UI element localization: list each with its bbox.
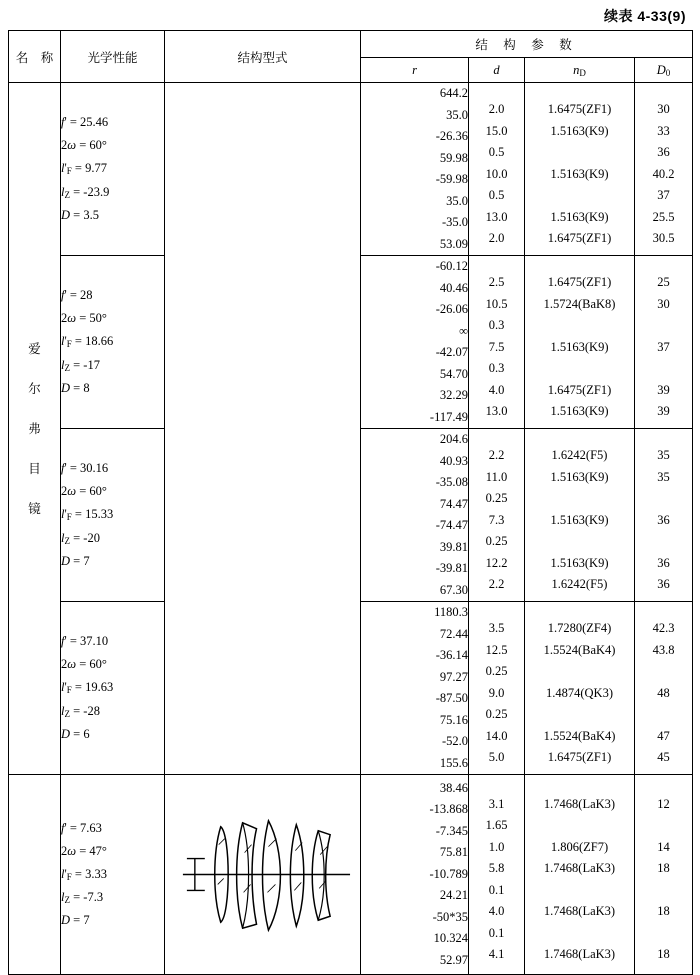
radius-value: -117.49 (429, 409, 468, 424)
radius-value: -39.81 (435, 561, 468, 575)
thickness-value: 11.0 (485, 469, 508, 484)
spec-line: 2ω = 47° (61, 843, 107, 858)
radius-value: -42.07 (435, 345, 468, 359)
aperture-value: 25 (657, 275, 670, 290)
header-thickness: d (469, 58, 525, 83)
thickness-value: 5.8 (488, 861, 505, 876)
spec-line: f' = 37.10 (61, 634, 109, 649)
index-list (525, 775, 635, 975)
table-header-row-1 (9, 31, 693, 58)
index-value (525, 880, 634, 902)
optical-spec-cell (61, 602, 165, 775)
radius-value: -59.98 (435, 172, 468, 186)
spec-line: 2ω = 60° (61, 484, 107, 499)
aperture-value (635, 704, 692, 726)
index-list (525, 83, 635, 256)
index-value: 1.5163(K9) (550, 512, 609, 527)
aperture-value: 33 (657, 123, 670, 138)
aperture-value: 30.5 (652, 231, 675, 246)
index-value: 1.6475(ZF1) (547, 382, 612, 397)
thickness-value: 0.25 (485, 534, 508, 549)
structure-diagram-cell (165, 775, 361, 975)
thickness-value: 5.0 (488, 750, 505, 765)
aperture-list (635, 256, 693, 429)
radius-value: -52.0 (441, 734, 468, 748)
radius-value: -87.50 (435, 691, 468, 705)
aperture-value: 45 (657, 750, 670, 765)
thickness-list (469, 83, 525, 256)
spec-line: D = 8 (61, 380, 90, 395)
header-aperture: $D_0$ (635, 58, 693, 83)
aperture-value: 39 (657, 382, 670, 397)
name-char: 目 (28, 461, 41, 476)
aperture-value: 14 (657, 839, 670, 854)
spec-line: $l'_F = 15.33$ (61, 507, 114, 523)
index-value: 1.6475(ZF1) (547, 275, 612, 290)
thickness-value: 12.2 (485, 555, 508, 570)
index-value: 1.5163(K9) (550, 209, 609, 224)
aperture-value: 18 (657, 861, 670, 876)
radius-value: 204.6 (439, 432, 468, 446)
radius-value: -74.47 (435, 518, 468, 532)
aperture-list (635, 602, 693, 775)
thickness-value: 10.0 (485, 166, 508, 181)
radius-value: 644.2 (439, 86, 468, 100)
radius-value: 59.98 (439, 150, 468, 165)
thickness-value: 1.0 (488, 839, 505, 854)
aperture-value: 36 (657, 145, 670, 160)
header-structure-parameters: 结 构 参 数 (361, 31, 693, 58)
index-value: 1.6475(ZF1) (547, 231, 612, 246)
radius-value: 32.29 (439, 388, 468, 402)
spec-line: $l'_F = 9.77$ (61, 161, 107, 177)
radius-value: ∞ (459, 323, 468, 338)
radius-value: -10.789 (429, 866, 468, 881)
index-value: 1.4874(QK3) (545, 685, 613, 700)
optical-spec-cell (61, 83, 165, 256)
radius-value: 72.44 (439, 626, 468, 641)
continued-table-title: 续表 4-33(9) (603, 8, 686, 24)
optical-spec-cell (61, 775, 165, 975)
radius-value: -60.12 (435, 259, 468, 273)
spec-line: $l'_F = 3.33$ (61, 866, 107, 882)
radius-value: 40.93 (439, 453, 468, 468)
aperture-value: 35 (657, 448, 670, 463)
radius-value: 54.70 (439, 366, 468, 381)
index-value (525, 358, 634, 380)
index-value: 1.6475(ZF1) (547, 750, 612, 765)
optical-spec-cell (61, 429, 165, 602)
thickness-value: 3.1 (488, 796, 505, 811)
radius-value: 38.46 (439, 780, 468, 795)
radius-value: -7.345 (435, 823, 468, 838)
table-row (9, 775, 693, 975)
header-radius: r (361, 58, 469, 83)
index-value (525, 488, 634, 510)
aperture-value: 48 (657, 685, 670, 700)
aperture-value: 47 (657, 728, 670, 743)
aperture-list (635, 429, 693, 602)
thickness-value: 3.5 (488, 621, 505, 636)
aperture-value (635, 923, 692, 945)
name-char: 弗 (28, 421, 41, 436)
spec-line: D = 6 (61, 726, 90, 741)
table-row (9, 83, 693, 256)
index-value: 1.5163(K9) (550, 555, 609, 570)
spec-line: f' = 25.46 (61, 115, 109, 130)
row-label-empty (9, 775, 61, 975)
aperture-value (635, 815, 692, 837)
thickness-value: 7.5 (488, 339, 505, 354)
radius-value: 24.21 (439, 888, 468, 903)
radius-list (361, 256, 469, 429)
aperture-value (635, 315, 692, 337)
index-value (525, 815, 634, 837)
index-value: 1.6475(ZF1) (547, 102, 612, 117)
spec-line: 2ω = 50° (61, 311, 107, 326)
aperture-value: 18 (657, 947, 670, 962)
spec-line: $l'_F = 19.63$ (61, 680, 114, 696)
index-value: 1.5163(K9) (550, 123, 609, 138)
radius-value: -50*35 (432, 909, 468, 924)
index-value: 1.5724(BaK8) (543, 296, 616, 311)
index-value: 1.6242(F5) (551, 448, 608, 463)
radius-list (361, 83, 469, 256)
spec-line: D = 3.5 (61, 207, 99, 222)
index-value: 1.806(ZF7) (550, 839, 609, 854)
index-list (525, 429, 635, 602)
radius-value: -35.08 (435, 475, 468, 489)
radius-value: 35.0 (446, 107, 468, 122)
aperture-list (635, 83, 693, 256)
structure-diagram-cell-upper (165, 83, 361, 775)
spec-line: $l_Z = -17$ (61, 357, 100, 373)
radius-value: 75.16 (439, 712, 468, 727)
aperture-value (635, 880, 692, 902)
lens-parameter-table (8, 30, 693, 975)
thickness-value: 2.0 (488, 231, 505, 246)
index-value: 1.7468(LaK3) (543, 861, 616, 876)
aperture-value: 30 (657, 102, 670, 117)
index-value (525, 142, 634, 164)
spec-line: 2ω = 60° (61, 657, 107, 672)
index-value: 1.5163(K9) (550, 339, 609, 354)
spec-line: D = 7 (61, 913, 90, 928)
thickness-value: 2.0 (488, 102, 505, 117)
radius-value: -26.36 (435, 129, 468, 143)
aperture-value: 39 (657, 404, 670, 419)
radius-value: -26.06 (435, 302, 468, 316)
optical-spec-cell (61, 256, 165, 429)
thickness-value: 15.0 (485, 123, 508, 138)
radius-value: 10.324 (433, 931, 468, 946)
thickness-value: 0.5 (488, 188, 505, 203)
spec-line: $l_Z = -20$ (61, 530, 100, 546)
thickness-value: 0.5 (488, 145, 505, 160)
spec-line: $l_Z = -7.3$ (61, 890, 104, 906)
index-value: 1.7468(LaK3) (543, 947, 616, 962)
index-value (525, 315, 634, 337)
radius-list (361, 775, 469, 975)
thickness-value: 0.3 (488, 361, 505, 376)
aperture-value: 35 (657, 469, 670, 484)
thickness-value: 14.0 (485, 728, 508, 743)
name-char: 爱 (28, 341, 41, 356)
radius-value: 52.97 (439, 952, 468, 967)
spec-line: f' = 30.16 (61, 461, 109, 476)
thickness-value: 7.3 (488, 512, 505, 527)
aperture-value: 43.8 (652, 642, 675, 657)
index-value: 1.7280(ZF4) (547, 621, 612, 636)
thickness-value: 0.1 (488, 882, 505, 897)
thickness-value: 0.25 (485, 707, 508, 722)
radius-value: 35.0 (446, 193, 468, 208)
spec-line: 2ω = 60° (61, 138, 107, 153)
index-value (525, 531, 634, 553)
thickness-list (469, 429, 525, 602)
thickness-value: 1.65 (485, 818, 508, 833)
thickness-list (469, 256, 525, 429)
radius-value: -13.868 (429, 802, 468, 817)
thickness-value: 0.25 (485, 664, 508, 679)
radius-value: 53.09 (439, 236, 468, 251)
thickness-value: 4.1 (488, 947, 505, 962)
thickness-value: 12.5 (485, 642, 508, 657)
name-char: 镜 (28, 501, 41, 516)
index-value: 1.7468(LaK3) (543, 796, 616, 811)
index-value (525, 661, 634, 683)
spec-line: f' = 28 (61, 288, 93, 303)
index-value: 1.5163(K9) (550, 166, 609, 181)
spec-line: $l_Z = -23.9$ (61, 184, 110, 200)
index-value: 1.5524(BaK4) (543, 728, 616, 743)
aperture-list (635, 775, 693, 975)
header-structure-type: 结构型式 (165, 31, 361, 83)
header-optical-performance: 光学性能 (61, 31, 165, 83)
radius-list (361, 429, 469, 602)
thickness-value: 0.3 (488, 318, 505, 333)
thickness-value: 2.5 (488, 275, 505, 290)
radius-value: -36.14 (435, 648, 468, 662)
index-value: 1.6242(F5) (551, 577, 608, 592)
aperture-value: 36 (657, 555, 670, 570)
thickness-value: 13.0 (485, 209, 508, 224)
thickness-value: 9.0 (488, 685, 505, 700)
index-value: 1.7468(LaK3) (543, 904, 616, 919)
radius-value: 39.81 (439, 539, 468, 554)
radius-value: -35.0 (441, 215, 468, 229)
radius-value: 1180.3 (434, 605, 468, 619)
thickness-value: 4.0 (488, 382, 505, 397)
lens-cross-section-diagram (165, 775, 360, 974)
radius-value: 40.46 (439, 280, 468, 295)
index-value: 1.5163(K9) (550, 404, 609, 419)
thickness-value: 0.25 (485, 491, 508, 506)
aperture-value: 37 (657, 188, 670, 203)
aperture-value (635, 488, 692, 510)
name-char: 尔 (28, 381, 41, 396)
thickness-value: 0.1 (488, 925, 505, 940)
thickness-value: 13.0 (485, 404, 508, 419)
index-list (525, 256, 635, 429)
radius-value: 155.6 (439, 755, 468, 770)
header-name: 名 称 (9, 31, 61, 83)
aperture-value: 42.3 (652, 621, 675, 636)
header-refractive-index: $n_D$ (525, 58, 635, 83)
radius-value: 67.30 (439, 582, 468, 597)
spec-line: D = 7 (61, 553, 90, 568)
aperture-value: 25.5 (652, 209, 675, 224)
spec-line: $l_Z = -28$ (61, 703, 100, 719)
aperture-value: 37 (657, 339, 670, 354)
index-value (525, 923, 634, 945)
radius-value: 75.81 (439, 845, 468, 860)
thickness-value: 2.2 (488, 577, 505, 592)
aperture-value: 36 (657, 512, 670, 527)
aperture-value (635, 358, 692, 380)
index-value: 1.5524(BaK4) (543, 642, 616, 657)
index-list (525, 602, 635, 775)
aperture-value: 30 (657, 296, 670, 311)
thickness-value: 4.0 (488, 904, 505, 919)
index-value: 1.5163(K9) (550, 469, 609, 484)
aperture-value (635, 531, 692, 553)
row-label-eyepiece-name (9, 83, 61, 775)
radius-list (361, 602, 469, 775)
spec-line: f' = 7.63 (61, 820, 102, 835)
aperture-value: 36 (657, 577, 670, 592)
aperture-value (635, 661, 692, 683)
aperture-value: 18 (657, 904, 670, 919)
aperture-value: 12 (657, 796, 670, 811)
radius-value: 97.27 (439, 669, 468, 684)
aperture-value: 40.2 (652, 166, 675, 181)
index-value (525, 704, 634, 726)
thickness-list (469, 775, 525, 975)
radius-value: 74.47 (439, 496, 468, 511)
thickness-value: 2.2 (488, 448, 505, 463)
thickness-list (469, 602, 525, 775)
spec-line: $l'_F = 18.66$ (61, 334, 114, 350)
thickness-value: 10.5 (485, 296, 508, 311)
index-value (525, 185, 634, 207)
